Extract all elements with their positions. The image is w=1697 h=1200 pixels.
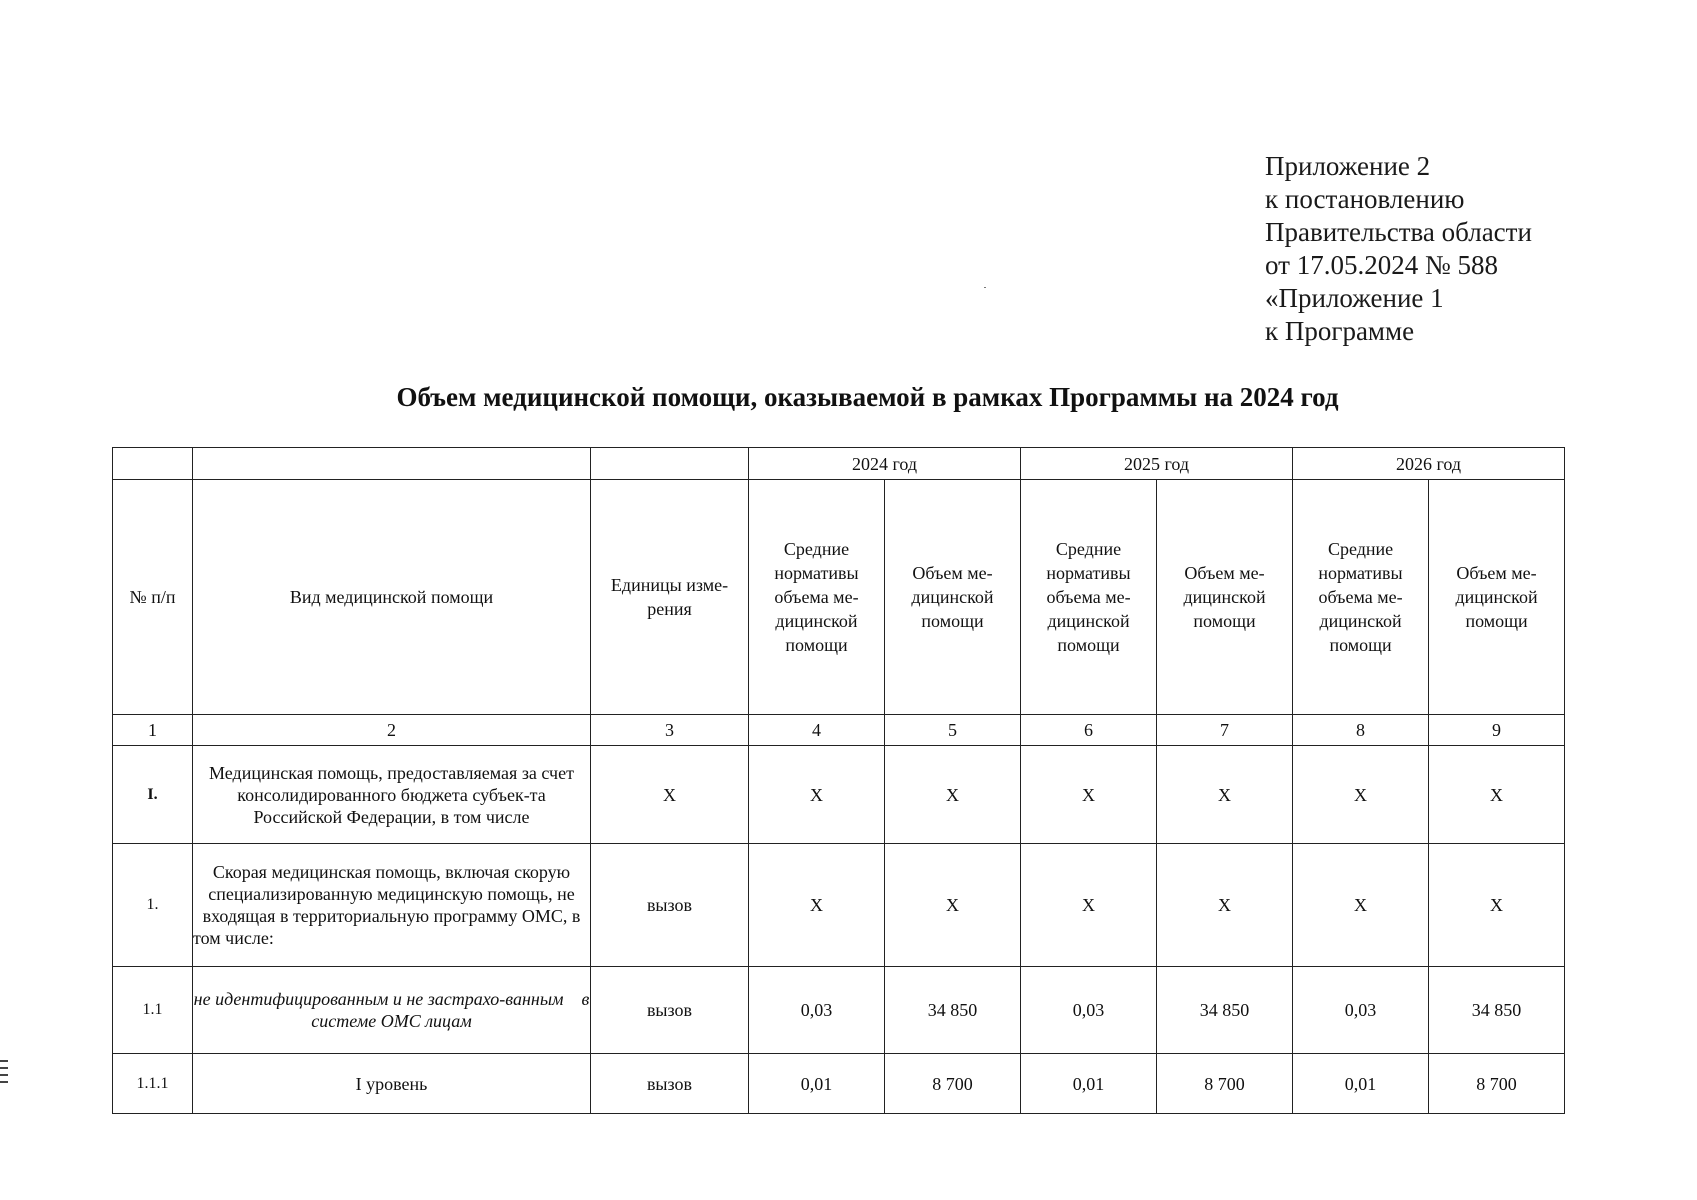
empty-header-cell [591, 448, 749, 480]
header-kind: Вид медицинской помощи [193, 480, 591, 715]
row-unit: вызов [591, 844, 749, 967]
header-norm: Средние нормативы объема ме-дицинской помощи [1021, 480, 1157, 715]
column-number: 8 [1293, 715, 1429, 746]
scan-speck [984, 287, 986, 288]
row-value: X [1293, 844, 1429, 967]
appendix-line: Правительства области [1265, 217, 1532, 247]
appendix-line: «Приложение 1 [1265, 283, 1444, 313]
row-value: 0,01 [1293, 1054, 1429, 1114]
empty-header-cell [193, 448, 591, 480]
margin-mark [0, 1067, 8, 1069]
appendix-line: Приложение 2 [1265, 151, 1431, 181]
table-row [113, 746, 1565, 844]
row-value: 0,03 [1293, 967, 1429, 1054]
row-value: X [1021, 844, 1157, 967]
row-value: 8 700 [1157, 1054, 1293, 1114]
header-norm: Средние нормативы объема ме-дицинской помощи [1293, 480, 1429, 715]
scan-margin-marks [0, 1060, 10, 1100]
document-title: Объем медицинской помощи, оказываемой в рамках Программы на 2024 год [396, 382, 1339, 412]
header-unit: Единицы изме-рения [591, 480, 749, 715]
row-value: 34 850 [1157, 967, 1293, 1054]
row-num: 1. [113, 844, 193, 967]
column-number-row [113, 715, 1565, 746]
row-value: X [1021, 746, 1157, 844]
margin-mark [0, 1074, 8, 1076]
row-num: 1.1.1 [113, 1054, 193, 1114]
column-number: 1 [113, 715, 193, 746]
header-volume: Объем ме-дицинской помощи [885, 480, 1021, 715]
column-number: 6 [1021, 715, 1157, 746]
row-value: 0,03 [1021, 967, 1157, 1054]
header-norm: Средние нормативы объема ме-дицинской помощи [749, 480, 885, 715]
row-kind: Медицинская помощь, предоставляемая за счет консолидированного бюджета субъек-та Российской Федерации, в том числе [193, 746, 591, 844]
year-header: 2025 год [1021, 448, 1293, 480]
row-value: X [749, 746, 885, 844]
column-number: 4 [749, 715, 885, 746]
header-num: № п/п [113, 480, 193, 715]
volume-table [112, 447, 1565, 1114]
row-value: 34 850 [1429, 967, 1565, 1054]
row-value: X [1429, 746, 1565, 844]
row-num: I. [113, 746, 193, 844]
column-number: 7 [1157, 715, 1293, 746]
row-unit: X [591, 746, 749, 844]
margin-mark [0, 1060, 8, 1062]
header-volume: Объем ме-дицинской помощи [1429, 480, 1565, 715]
year-header: 2024 год [749, 448, 1021, 480]
row-kind: Скорая медицинская помощь, включая скорую специализированную медицинскую помощь, не входящая в территориальную программу ОМС, в том числе: [193, 844, 591, 967]
year-header: 2026 год [1293, 448, 1565, 480]
margin-mark [0, 1081, 8, 1083]
row-value: X [1157, 746, 1293, 844]
row-value: X [885, 844, 1021, 967]
appendix-line: от 17.05.2024 № 588 [1265, 250, 1498, 280]
row-kind: I уровень [193, 1054, 591, 1114]
row-unit: вызов [591, 967, 749, 1054]
row-unit: вызов [591, 1054, 749, 1114]
row-value: 0,03 [749, 967, 885, 1054]
row-value: 8 700 [1429, 1054, 1565, 1114]
column-number: 2 [193, 715, 591, 746]
appendix-line: к постановлению [1265, 184, 1465, 214]
row-kind: не идентифицированным и не застрахо-ванным в системе ОМС лицам [193, 967, 591, 1054]
row-value: X [1429, 844, 1565, 967]
row-value: X [1157, 844, 1293, 967]
row-value: X [749, 844, 885, 967]
column-number: 9 [1429, 715, 1565, 746]
column-number: 5 [885, 715, 1021, 746]
table-row [113, 1054, 1565, 1114]
row-num: 1.1 [113, 967, 193, 1054]
row-value: 0,01 [1021, 1054, 1157, 1114]
row-value: X [1293, 746, 1429, 844]
appendix-block [1265, 150, 1532, 348]
column-header-row [113, 480, 1565, 715]
empty-header-cell [113, 448, 193, 480]
year-header-row [113, 448, 1565, 480]
header-volume: Объем ме-дицинской помощи [1157, 480, 1293, 715]
appendix-line: к Программе [1265, 316, 1415, 346]
row-value: X [885, 746, 1021, 844]
row-value: 8 700 [885, 1054, 1021, 1114]
row-value: 0,01 [749, 1054, 885, 1114]
table-row [113, 844, 1565, 967]
column-number: 3 [591, 715, 749, 746]
table-row [113, 967, 1565, 1054]
row-value: 34 850 [885, 967, 1021, 1054]
